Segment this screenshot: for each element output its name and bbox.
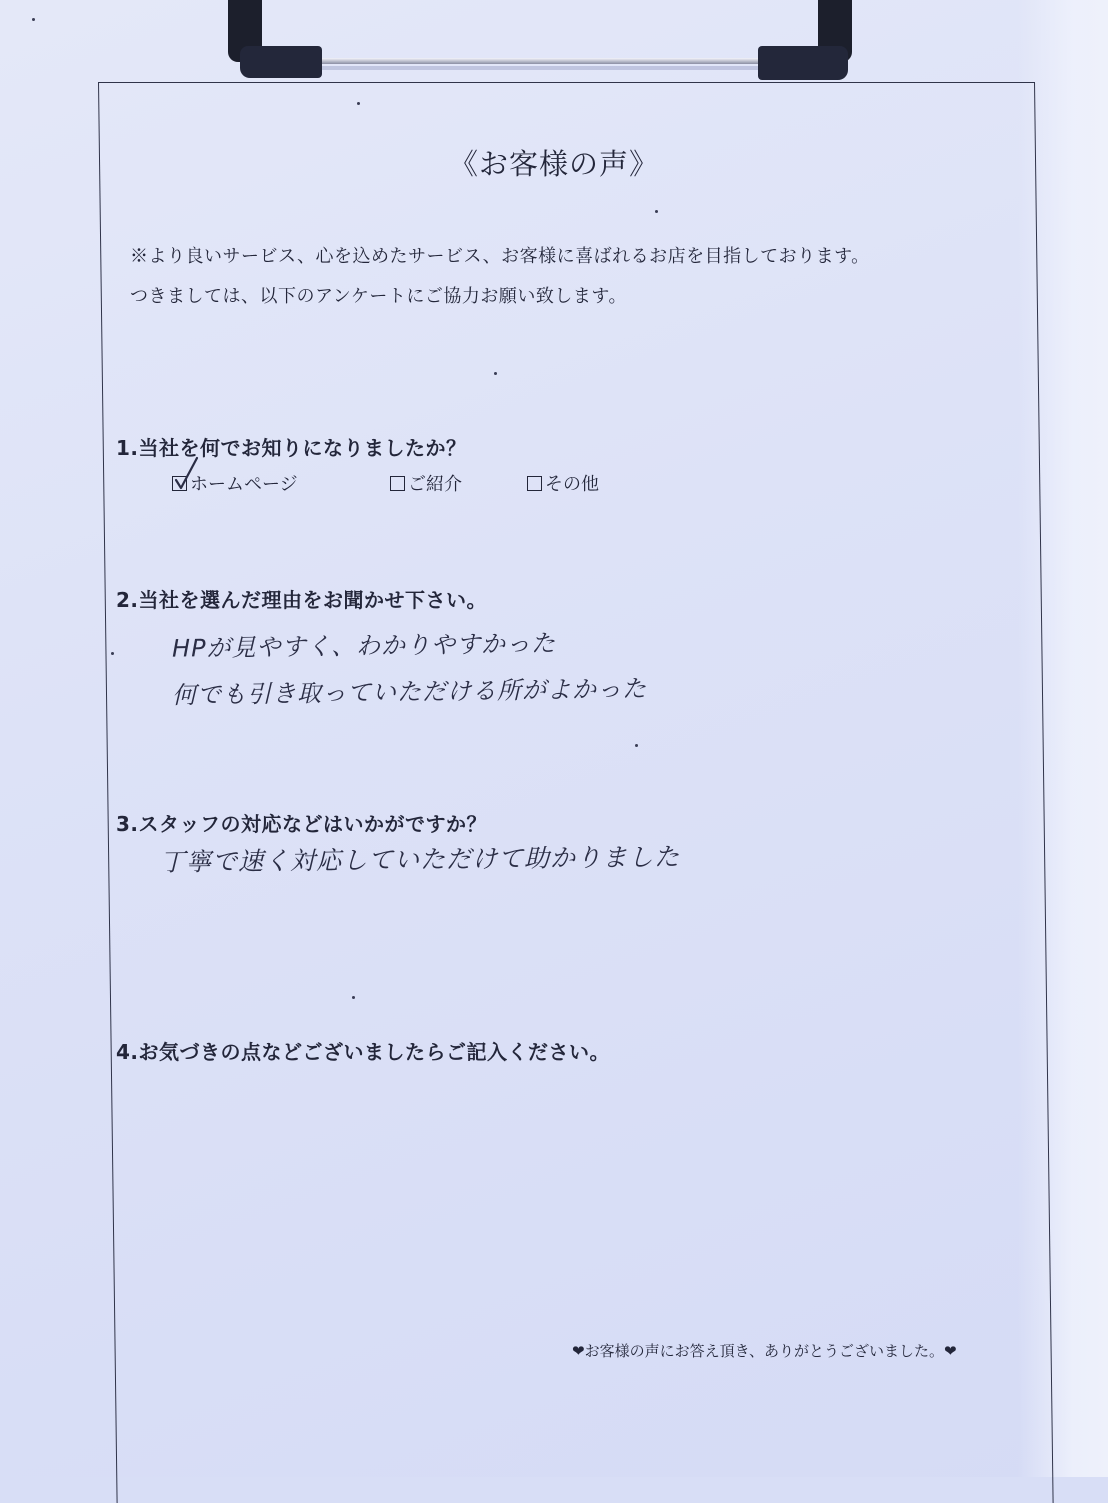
option-referral-label: ご紹介 [408, 474, 462, 495]
option-other-label: その他 [545, 474, 599, 495]
check-mark-icon [170, 454, 200, 494]
intro-line-2: つきましては、以下のアンケートにご協力お願い致します。 [130, 286, 627, 307]
heart-icon: ❤ [572, 1342, 585, 1360]
paper-speck [494, 372, 497, 375]
thanks-message [572, 1340, 957, 1361]
clip-wire [318, 58, 762, 64]
option-homepage-label: ホームページ [190, 474, 298, 495]
checkbox-other[interactable] [527, 476, 542, 491]
answer-2-line-2: 何でも引き取っていただける所がよかった [171, 674, 648, 710]
paper-speck [32, 18, 35, 21]
paper-speck [357, 102, 360, 105]
page-title: 《お客様の声》 [448, 147, 659, 181]
question-1-label: 1.当社を何でお知りになりましたか？ [116, 436, 467, 460]
clip-wire-shadow [320, 66, 760, 70]
question-4-label: 4.お気づきの点などございましたらご記入ください。 [116, 1040, 611, 1064]
option-other[interactable] [527, 470, 599, 496]
thanks-text: お客様の声にお答え頂き、ありがとうございました。 [584, 1342, 944, 1360]
checkbox-referral[interactable] [390, 476, 405, 491]
answer-3-line-1: 丁寧で速く対応していただけて助かりました [159, 842, 681, 877]
paper-speck [111, 652, 114, 655]
paper-speck [655, 210, 658, 213]
answer-2-line-1: HPが見やすく、わかりやすかった [171, 629, 557, 663]
option-referral[interactable] [390, 470, 462, 496]
question-3-label: 3.スタッフの対応などはいかがですか？ [116, 812, 488, 836]
question-2-label: 2.当社を選んだ理由をお聞かせ下さい。 [116, 588, 488, 612]
paper-speck [635, 744, 638, 747]
clip-right-cap [758, 46, 848, 80]
clip-left-cap [240, 46, 322, 78]
intro-line-1: ※より良いサービス、心を込めたサービス、お客様に喜ばれるお店を目指しております。 [130, 246, 870, 267]
paper-speck [352, 996, 355, 999]
heart-icon: ❤ [943, 1342, 957, 1360]
